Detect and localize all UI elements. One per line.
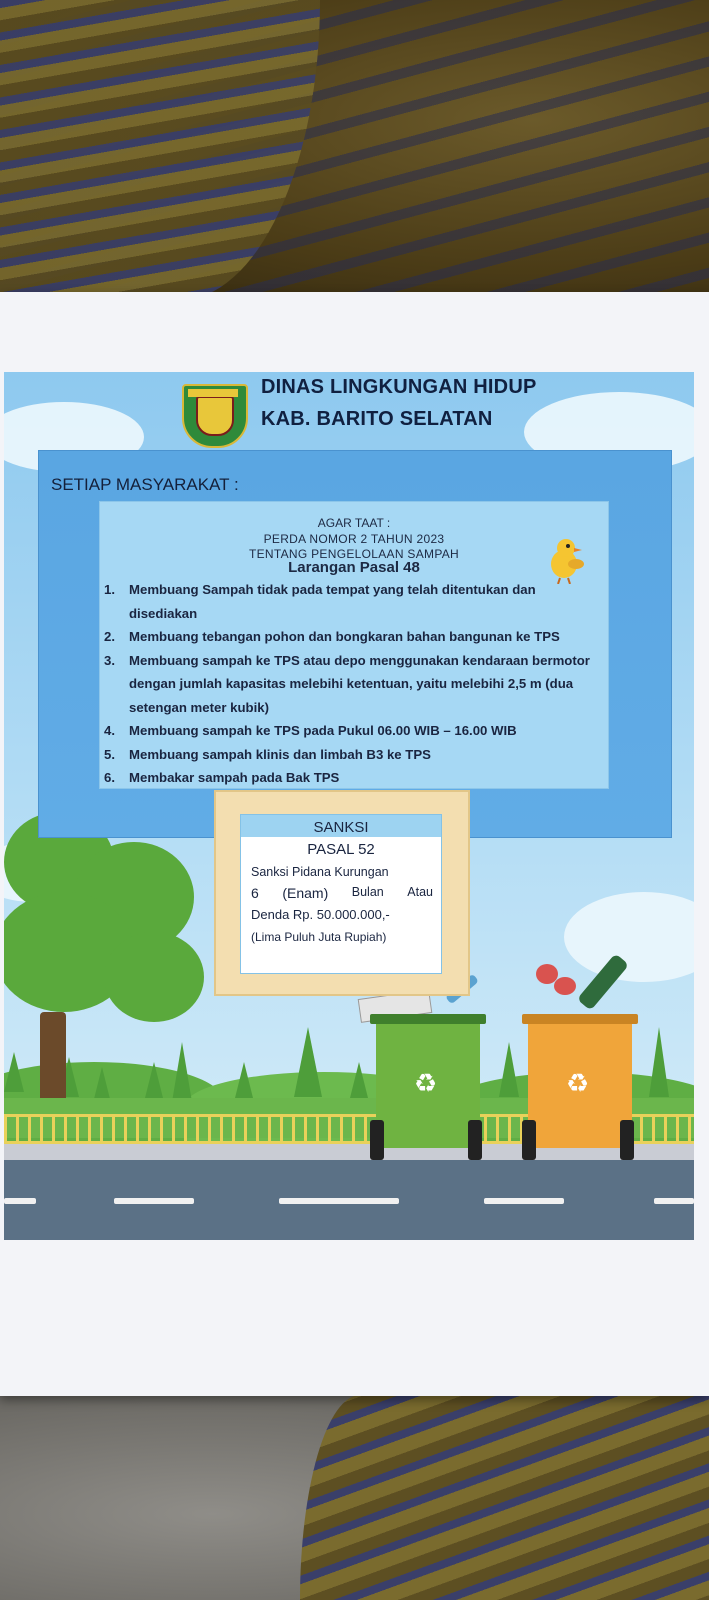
orange-bin xyxy=(528,1024,632,1148)
notice-panel xyxy=(38,450,672,838)
sanction-frame xyxy=(214,790,470,996)
agency-title: DINAS LINGKUNGAN HIDUP xyxy=(261,376,537,398)
poster xyxy=(4,372,694,1240)
paper-sheet xyxy=(0,292,709,1396)
bird-icon xyxy=(546,534,586,584)
can-icon xyxy=(554,977,576,995)
list-item: 5. Membuang sampah klinis dan limbah B3 ke TPS xyxy=(104,746,431,762)
list-item: 2. Membuang tebangan pohon dan bongkaran bahan bangunan ke TPS xyxy=(104,629,560,644)
bin-wheel xyxy=(620,1120,634,1160)
intro-text: SETIAP MASYARAKAT : xyxy=(51,475,239,494)
bin-lid xyxy=(370,1014,486,1024)
sanction-box xyxy=(240,814,442,974)
recycle-icon: ♻ xyxy=(414,1068,438,1098)
list-item: 6. Membakar sampah pada Bak TPS xyxy=(104,770,340,785)
regency-emblem-icon xyxy=(182,384,248,448)
list-item: 1. Membuang Sampah tidak pada tempat yang telah ditentukan dan disediakan xyxy=(104,582,536,621)
tree-foliage xyxy=(104,932,204,1022)
agency-subtitle: KAB. BARITO SELATAN xyxy=(261,408,493,430)
road-marking xyxy=(4,1198,36,1204)
sanction-duration: 6 (Enam) Bulan Atau xyxy=(251,885,433,901)
road-marking xyxy=(484,1198,564,1204)
bin-wheel xyxy=(370,1120,384,1160)
pine-tree xyxy=(4,1052,24,1092)
road-marking xyxy=(654,1198,694,1204)
sanction-article: PASAL 52 xyxy=(307,841,375,858)
perda-label: PERDA NOMOR 2 TAHUN 2023 xyxy=(263,532,445,546)
bin-wheel xyxy=(522,1120,536,1160)
sanction-fine: Denda Rp. 50.000.000,- xyxy=(251,907,390,922)
list-item: 4. Membuang sampah ke TPS pada Pukul 06.00 WIB – 16.00 WIB xyxy=(104,723,517,738)
sanction-title: SANKSI xyxy=(313,819,369,836)
pine-tree xyxy=(144,1062,164,1102)
cloud xyxy=(564,892,694,982)
agar-taat-label: AGAR TAAT : xyxy=(317,516,391,530)
pine-tree xyxy=(649,1027,669,1097)
road-marking xyxy=(114,1198,194,1204)
recycle-icon: ♻ xyxy=(566,1068,590,1098)
tree-trunk xyxy=(40,1012,66,1102)
regulation-box xyxy=(99,501,609,789)
sanction-line: Sanksi Pidana Kurungan xyxy=(251,865,389,879)
pine-tree xyxy=(234,1062,254,1102)
bin-wheel xyxy=(468,1120,482,1160)
tentang-label: TENTANG PENGELOLAAN SAMPAH xyxy=(248,547,460,561)
bin-lid xyxy=(522,1014,638,1024)
pine-tree xyxy=(294,1027,322,1097)
pine-tree xyxy=(349,1062,369,1102)
prohibition-list xyxy=(102,578,606,790)
green-bin xyxy=(376,1024,480,1148)
sanction-fine-words: (Lima Puluh Juta Rupiah) xyxy=(251,930,387,944)
list-item: 3. Membuang sampah ke TPS atau depo menggunakan kendaraan bermotor dengan jumlah kapasitas melebihi ketentuan, yaitu melebihi 2,5 m (dua setengan meter kubik) xyxy=(104,652,590,715)
larangan-heading: Larangan Pasal 48 xyxy=(288,559,420,576)
carpet-stripes-bottom xyxy=(300,1395,709,1600)
sanction-body xyxy=(241,837,441,973)
pine-tree xyxy=(499,1042,519,1097)
road-marking xyxy=(279,1198,399,1204)
pine-tree xyxy=(172,1042,192,1102)
